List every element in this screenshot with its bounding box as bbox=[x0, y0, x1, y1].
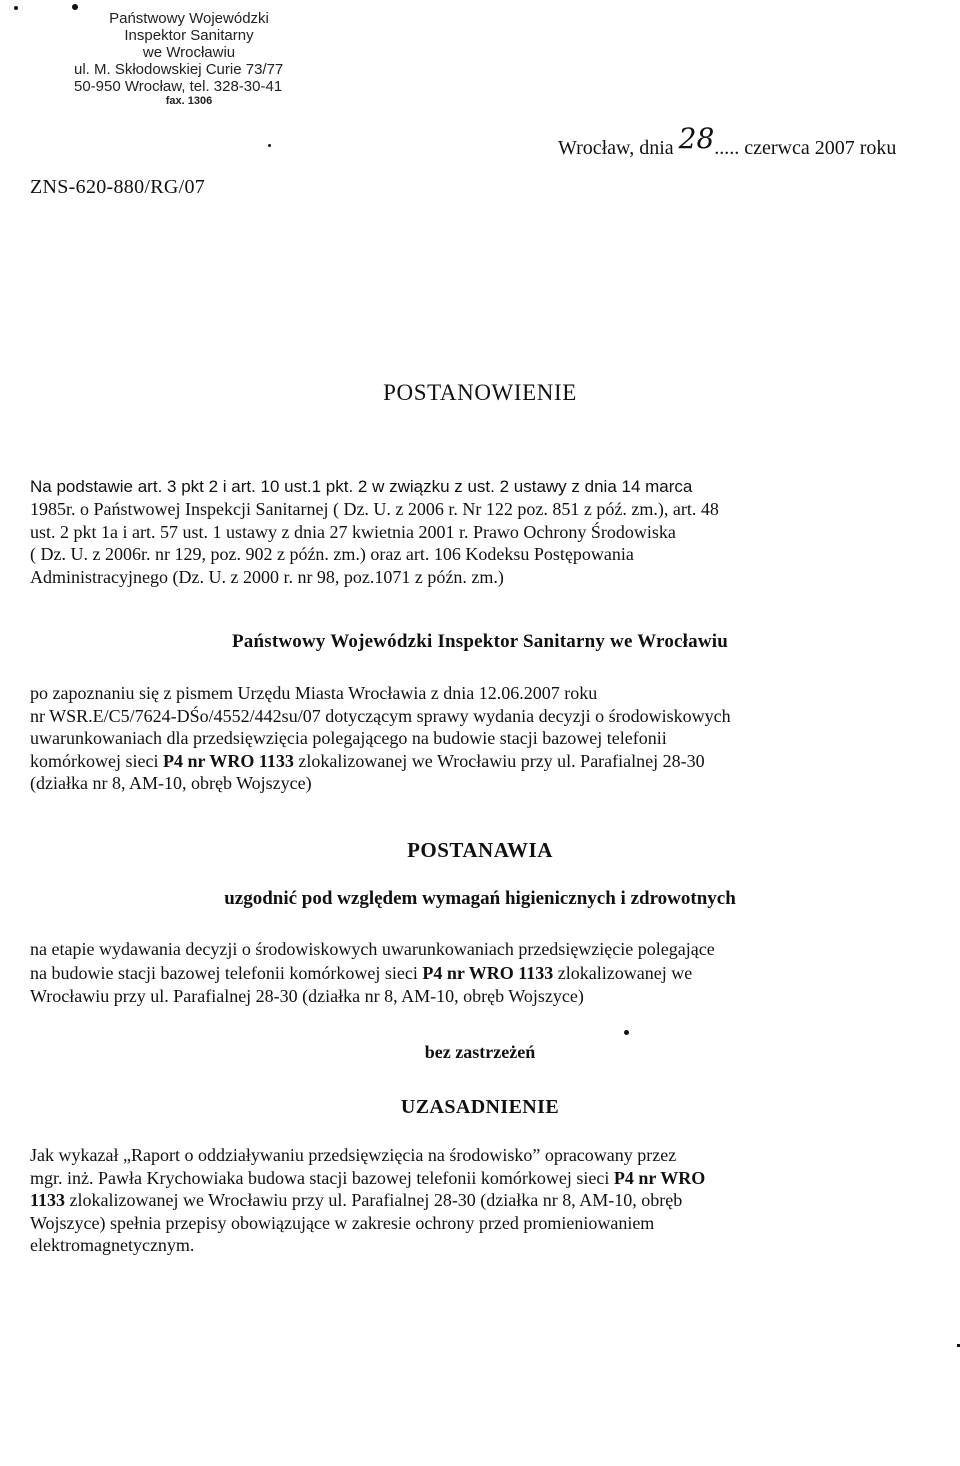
text-fragment: komórkowej sieci bbox=[30, 750, 159, 771]
text-line bbox=[30, 750, 925, 773]
station-id: 1133 bbox=[30, 1190, 66, 1211]
stamp-line: Państwowy Wojewódzki bbox=[109, 10, 269, 27]
text-line: nr WSR.E/C5/7624-DŚo/4552/442su/07 dotyczącym sprawy wydania decyzji o środowiskowych bbox=[30, 705, 731, 726]
station-id: P4 nr WRO bbox=[613, 1167, 706, 1188]
stamp-line: we Wrocławiu bbox=[142, 44, 236, 61]
text-line: Na podstawie art. 3 pkt 2 i art. 10 ust.1 pkt. 2 w związku z ust. 2 ustawy z dnia 14 marca bbox=[30, 477, 693, 496]
institution-stamp bbox=[74, 10, 304, 108]
handwritten-day: 28 bbox=[678, 122, 715, 155]
station-id: P4 nr WRO 1133 bbox=[422, 962, 554, 983]
document-title: POSTANOWIENIE bbox=[383, 380, 577, 405]
text-line: Jak wykazał „Raport o oddziaływaniu przedsięwzięcia na środowisko” opracowany przez bbox=[30, 1145, 677, 1165]
no-reservations-label: bez zastrzeżeń bbox=[424, 1042, 536, 1062]
text-line: uwarunkowaniach dla przedsięwzięcia polegającego na budowie stacji bazowej telefonii bbox=[30, 728, 667, 749]
text-line: Wrocławiu przy ul. Parafialnej 28-30 (działka nr 8, AM-10, obręb Wojszyce) bbox=[30, 986, 584, 1006]
stamp-line: 50-950 Wrocław, tel. 328-30-41 bbox=[74, 78, 283, 95]
text-line: 1985r. o Państwowej Inspekcji Sanitarnej ( Dz. U. z 2006 r. Nr 122 poz. 851 z póź. zm.), art. 48 bbox=[30, 499, 719, 520]
text-line: (działka nr 8, AM-10, obręb Wojszyce) bbox=[30, 773, 312, 794]
scope-paragraph bbox=[30, 938, 925, 1009]
date-line: Wrocław, dnia 28..... czerwca 2007 roku bbox=[558, 122, 897, 159]
scan-speck bbox=[14, 6, 18, 10]
stamp-line: fax. 1306 bbox=[165, 95, 213, 107]
reference-number: ZNS-620-880/RG/07 bbox=[30, 176, 206, 198]
text-line: po zapoznaniu się z pismem Urzędu Miasta Wrocławia z dnia 12.06.2007 roku bbox=[30, 683, 598, 703]
scan-speck bbox=[624, 1030, 629, 1035]
justification-paragraph bbox=[30, 1144, 925, 1257]
text-fragment: na budowie stacji bazowej telefonii komórkowej sieci bbox=[30, 962, 418, 983]
text-fragment: zlokalizowanej we bbox=[557, 962, 693, 983]
scan-speck bbox=[268, 144, 271, 147]
legal-basis-paragraph bbox=[30, 476, 925, 588]
text-line bbox=[30, 1167, 925, 1190]
text-line: na etapie wydawania decyzji o środowiskowych uwarunkowaniach przedsięwzięcie polegające bbox=[30, 939, 715, 959]
justification-heading: UZASADNIENIE bbox=[400, 1096, 560, 1118]
stamp-line: Inspektor Sanitarny bbox=[124, 27, 254, 44]
text-fragment: zlokalizowanej we Wrocławiu przy ul. Parafialnej 28-30 bbox=[298, 750, 705, 771]
considering-paragraph bbox=[30, 682, 925, 795]
text-line bbox=[30, 1189, 925, 1212]
date-suffix: czerwca 2007 roku bbox=[744, 137, 897, 159]
text-line bbox=[30, 962, 925, 986]
decision-heading: POSTANAWIA bbox=[407, 838, 553, 862]
text-fragment: zlokalizowanej we Wrocławiu przy ul. Parafialnej 28-30 (działka nr 8, AM-10, obręb bbox=[69, 1190, 683, 1211]
text-line: ust. 2 pkt 1a i art. 57 ust. 1 ustawy z dnia 27 kwietnia 2001 r. Prawo Ochrony Środowiska bbox=[30, 521, 676, 542]
text-line: elektromagnetycznym. bbox=[30, 1235, 195, 1256]
date-prefix: Wrocław, dnia bbox=[558, 137, 674, 159]
station-id: P4 nr WRO 1133 bbox=[162, 750, 294, 771]
issuing-authority: Państwowy Wojewódzki Inspektor Sanitarny we Wrocławiu bbox=[231, 631, 729, 652]
decision-subheading: uzgodnić pod względem wymagań higienicznych i zdrowotnych bbox=[224, 888, 736, 909]
stamp-line: ul. M. Skłodowskiej Curie 73/77 bbox=[74, 61, 284, 78]
text-fragment: mgr. inż. Pawła Krychowiaka budowa stacji bazowej telefonii komórkowej sieci bbox=[30, 1167, 610, 1188]
text-line: ( Dz. U. z 2006r. nr 129, poz. 902 z późn. zm.) oraz art. 106 Kodeksu Postępowania bbox=[30, 544, 634, 565]
text-line: Wojszyce) spełnia przepisy obowiązujące w zakresie ochrony przed promieniowaniem bbox=[30, 1212, 655, 1233]
text-line: Administracyjnego (Dz. U. z 2000 r. nr 98, poz.1071 z późn. zm.) bbox=[30, 566, 504, 587]
